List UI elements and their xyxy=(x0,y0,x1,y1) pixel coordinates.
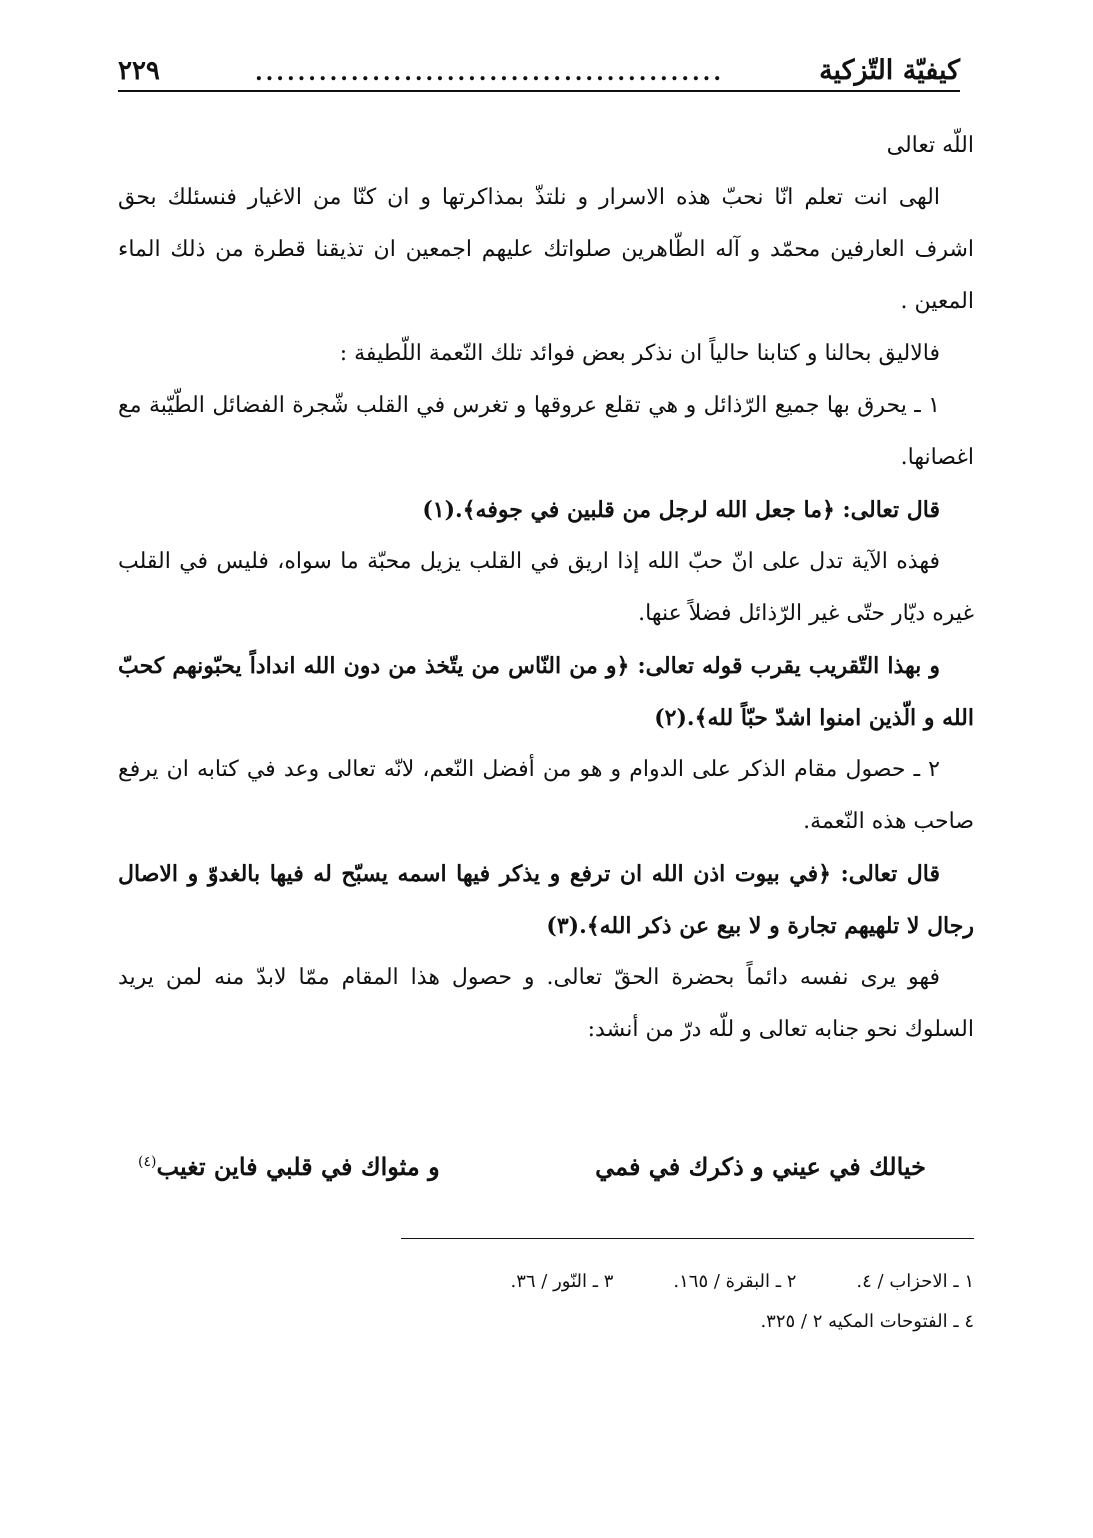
paragraph-heading-continuation: اللّه تعالى xyxy=(886,133,974,158)
paragraph-explanation-1: فهذه الآية تدل على انّ حبّ الله إذا اريق في القلب يزيل محبّة ما سواه، فليس في القلب غيره ديّار حتّى غير الرّذائل فضلاً عنها. xyxy=(118,549,974,626)
paragraph-benefit-1: ١ ـ يحرق بها جميع الرّذائل و هي تقلع عروقها و تغرس في القلب شّجرة الفضائل الطّيّبة مع اغصانها. xyxy=(118,393,974,470)
body-text xyxy=(118,120,974,1056)
paragraph-explanation-2: فهو يرى نفسه دائماً بحضرة الحقّ تعالى. و حصول هذا المقام ممّا لابدّ منه لمن يريد السلوك نحو جنابه تعالى و للّه درّ من أنشد: xyxy=(118,965,974,1042)
page-number: ٢٢٩ xyxy=(118,56,160,86)
paragraph-quran-quote-3: قال تعالى: ﴿في بيوت اذن الله ان ترفع و يذكر فيها اسمه يسبّح له فيها بالغدوّ و الاصال رجال لا تلهيهم تجارة و لا بيع عن ذكر الله﴾.(٣) xyxy=(118,861,974,939)
header-leader-dots: ............................................ xyxy=(254,60,724,86)
paragraph-intro-benefits: فالاليق بحالنا و كتابنا حالياً ان نذكر بعض فوائد تلك النّعمة اللّطيفة : xyxy=(339,341,940,366)
paragraph-prayer: الهى انت تعلم انّا نحبّ هذه الاسرار و نلتذّ بمذاكرتها و ان كنّا من الاغيار فنسئلك بحق اشرف العارفين محمّد و آله الطّاهرين صلواتك عليهم اجمعين ان تذيقنا قطرة من ذلك الماء المعين . xyxy=(118,185,974,314)
footnote-divider xyxy=(401,1238,974,1239)
header-title: كيفيّة التّزكية xyxy=(819,55,960,86)
footnote-row xyxy=(401,1302,974,1342)
verse-second-hemistich xyxy=(138,1152,440,1181)
paragraph-quran-quote-1: قال تعالى: ﴿ما جعل الله لرجل من قلبين في جوفه﴾.(١) xyxy=(422,497,940,523)
poetry-verse xyxy=(118,1140,960,1192)
footnote-3: ٣ ـ النّور / ٣٦. xyxy=(510,1271,614,1292)
running-header xyxy=(118,40,960,86)
header-divider xyxy=(118,90,960,92)
footnotes xyxy=(401,1262,974,1342)
paragraph-benefit-2: ٢ ـ حصول مقام الذكر على الدوام و هو من أفضل النّعم، لانّه تعالى وعد في كتابه ان يرفع صاحب هذه النّعمة. xyxy=(118,757,974,834)
footnote-4: ٤ ـ الفتوحات المكيه ٢ / ٣٢٥. xyxy=(760,1311,974,1332)
paragraph-quran-quote-2: و بهذا التّقريب يقرب قوله تعالى: ﴿و من النّاس من يتّخذ من دون الله انداداً يحبّونهم كحبّ الله و الّذين امنوا اشدّ حبّاً لله﴾.(٢) xyxy=(118,653,974,731)
verse-second-hemistich-text: و مثواك في قلبي فاين تغيب xyxy=(156,1151,440,1181)
footnote-row xyxy=(401,1262,974,1302)
verse-first-hemistich: خيالك في عيني و ذكرك في فمي xyxy=(595,1151,926,1181)
footnote-1: ١ ـ الاحزاب / ٤. xyxy=(856,1271,974,1292)
footnote-2: ٢ ـ البقرة / ١٦٥. xyxy=(673,1271,797,1292)
footnote-marker-4: (٤) xyxy=(138,1153,157,1170)
